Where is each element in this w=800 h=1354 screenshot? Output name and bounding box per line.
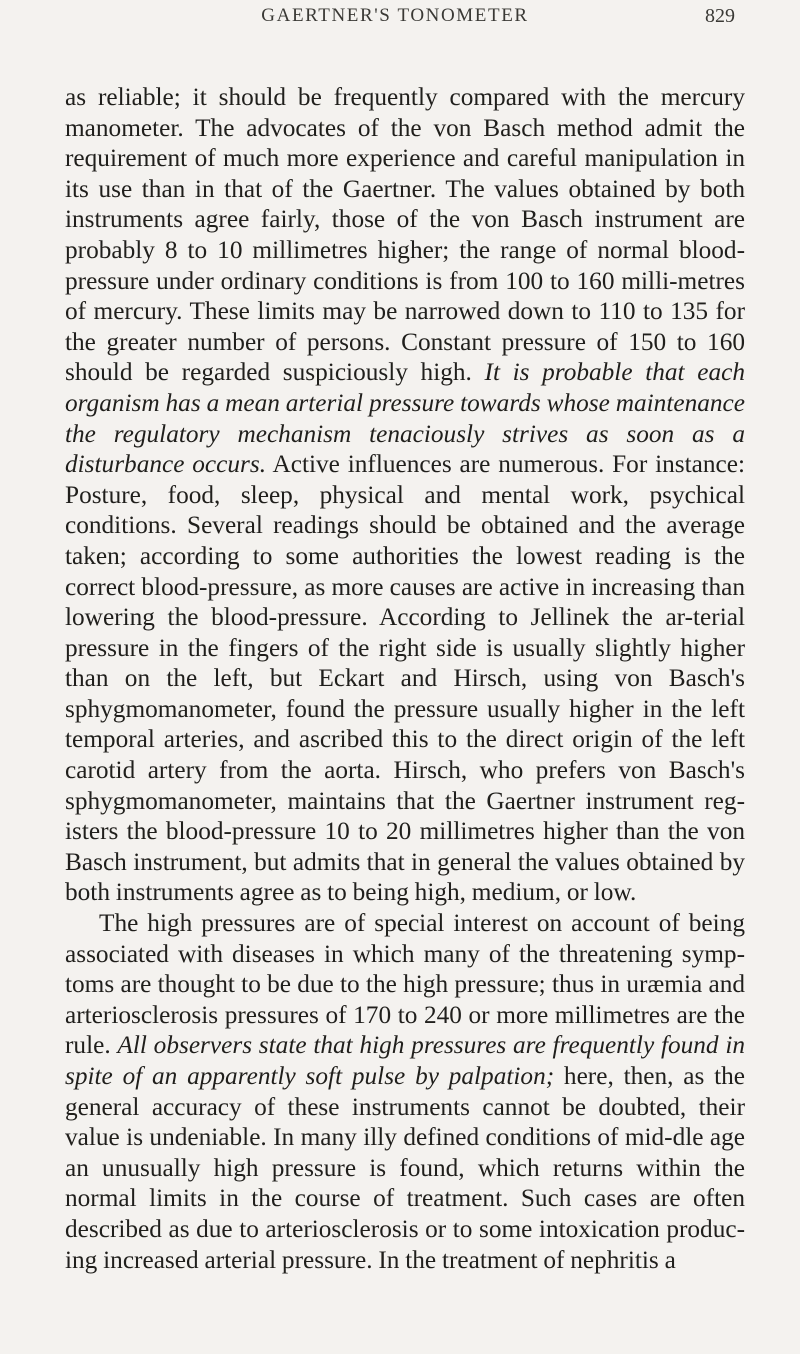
paragraph-text: The high pressures are of special interest on account of being associated with diseases in which many of the threatening symp-toms are thought to be due to the high pressure; thus in uræmia and arteriosclerosis pressures of 170 to 240 or more millimetres are the rule. xyxy=(65,909,745,1060)
paragraph-1 xyxy=(65,82,745,908)
paragraph-text: here, then, as the general accuracy of these instruments cannot be doubted, their value is undeniable. In many illy defined conditions of mid-dle age an unusually high pressure is found, which returns within the normal limits in the course of treatment. Such cases are often described as due to arteriosclerosis or to some intoxication produc-ing increased arterial pressure. In the treatment of nephritis a xyxy=(65,1062,745,1274)
body-text xyxy=(65,82,745,1275)
paragraph-2 xyxy=(65,908,745,1275)
italic-passage: All observers state that high pressures are frequently found in spite of an apparently soft pulse by palpation; xyxy=(65,1031,745,1090)
italic-passage: It is probable that each organism has a mean arterial pressure towards whose maintenance the regulatory mechanism tenaciously strives as soon as a disturbance occurs. xyxy=(65,358,745,479)
running-title: GAERTNER'S TONOMETER xyxy=(261,5,529,26)
paragraph-text: Active influences are numerous. For instance: Posture, food, sleep, physical and mental work, psychical conditions. Several readings should be obtained and the average taken; according to some authorities the lowest reading is the correct blood-pressure, as more causes are active in increasing than lowering the blood-pressure. According to Jellinek the ar-terial pressure in the fingers of the right side is usually slightly higher than on the left, but Eckart and Hirsch, using von Basch's sphygmomanometer, found the pressure usually higher in the left temporal arteries, and ascribed this to the direct origin of the left carotid artery from the aorta. Hirsch, who prefers von Basch's sphygmomanometer, maintains that the Gaertner instrument reg-isters the blood-pressure 10 to 20 millimetres higher than the von Basch instrument, but admits that in general the values obtained by both instruments agree as to being high, medium, or low. xyxy=(65,450,745,907)
paragraph-text: as reliable; it should be frequently compared with the mercury manometer. The advocates of the von Basch method admit the requirement of much more experience and careful manipulation in its use than in that of the Gaertner. The values obtained by both instruments agree fairly, those of the von Basch instrument are probably 8 to 10 millimetres higher; the range of normal blood-pressure under ordinary conditions is from 100 to 160 milli-metres of mercury. These limits may be narrowed down to 110 to 135 for the greater number of persons. Constant pressure of 150 to 160 should be regarded suspiciously high. xyxy=(65,83,745,387)
page-number: 829 xyxy=(705,5,735,27)
